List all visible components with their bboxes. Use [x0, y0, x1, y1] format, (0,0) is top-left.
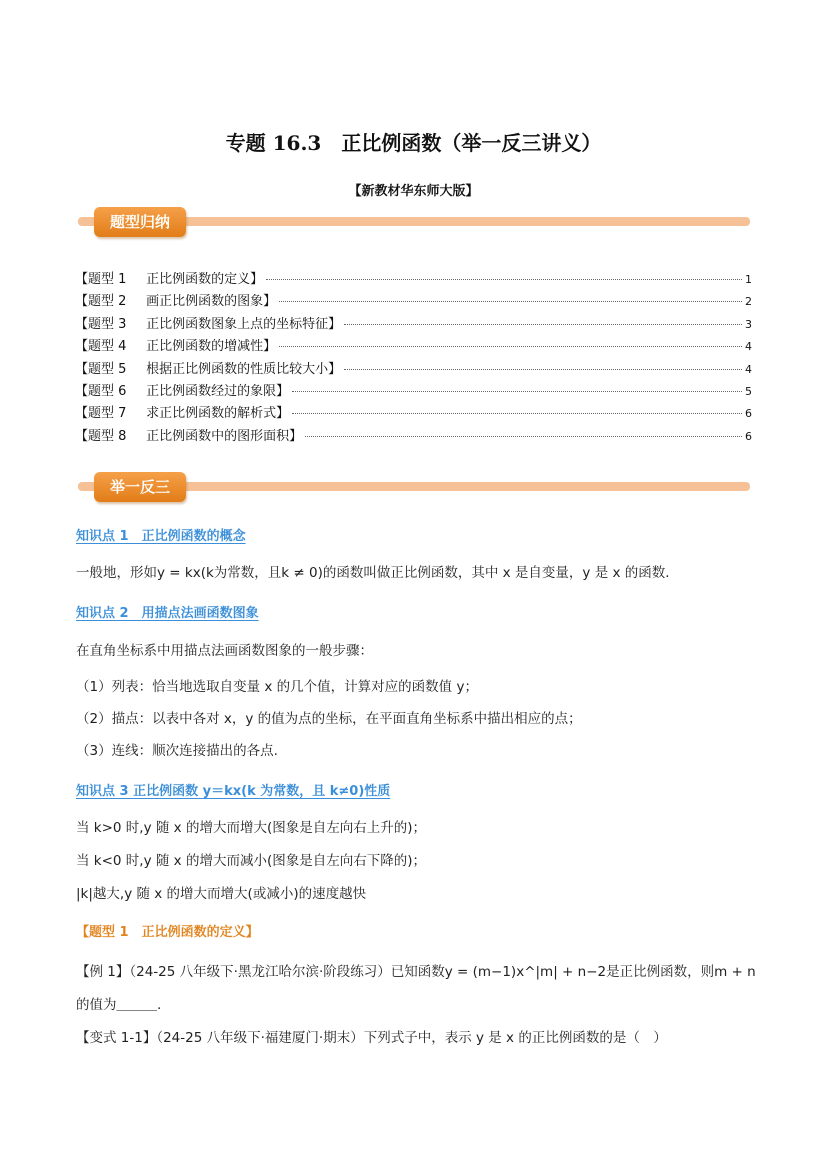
knowledge-point-3-line3: |k|越大,y 随 x 的增大而增大(或减小)的速度越快	[76, 886, 367, 902]
toc-leader-dots	[344, 369, 742, 370]
toc-item-label: 【题型 6 正比例函数经过的象限】	[75, 383, 290, 399]
toc-item-label: 【题型 1 正比例函数的定义】	[75, 272, 264, 287]
toc-leader-dots	[305, 436, 742, 437]
edition-label: 【新教材华东师大版】	[348, 184, 479, 199]
main-banner-tab: 举一反三	[94, 472, 186, 502]
page-title: 专题 16.3 正比例函数（举一反三讲义）	[225, 131, 602, 155]
knowledge-point-1-title: 知识点 1 正比例函数的概念	[76, 529, 246, 544]
toc-page-number: 4	[745, 340, 752, 354]
toc-item-label: 【题型 7 求正比例函数的解析式】	[75, 406, 290, 422]
toc-item[interactable]	[75, 402, 752, 424]
toc-page-number: 6	[745, 429, 752, 443]
toc-item-label: 【题型 5 根据正比例函数的性质比较大小】	[75, 361, 342, 377]
toc-item-label: 【题型 3 正比例函数图象上点的坐标特征】	[75, 316, 342, 332]
knowledge-point-2-intro: 在直角坐标系中用描点法画函数图象的一般步骤：	[76, 643, 373, 659]
toc-banner	[78, 207, 750, 237]
toc-leader-dots	[292, 391, 742, 392]
table-of-contents	[75, 268, 752, 447]
toc-item[interactable]	[75, 358, 752, 380]
toc-item[interactable]	[75, 290, 752, 312]
knowledge-point-3-title: 知识点 3 正比例函数 y＝kx(k 为常数，且 k≠0)性质	[76, 784, 391, 799]
toc-page-number: 4	[745, 362, 752, 376]
toc-leader-dots	[266, 279, 742, 280]
toc-banner-tab: 题型归纳	[94, 207, 186, 237]
toc-leader-dots	[344, 324, 742, 325]
toc-page-number: 3	[745, 317, 752, 331]
knowledge-point-2-step1: （1）列表：恰当地选取自变量 x 的几个值，计算对应的函数值 y；	[76, 679, 478, 695]
toc-item-label: 【题型 8 正比例函数中的图形面积】	[75, 428, 303, 444]
toc-item[interactable]	[75, 335, 752, 357]
toc-page-number: 5	[745, 384, 752, 398]
example-1-line2: 的值为＿＿＿.	[76, 997, 162, 1013]
toc-leader-dots	[279, 346, 742, 347]
toc-item[interactable]	[75, 313, 752, 335]
toc-item[interactable]	[75, 268, 752, 290]
toc-leader-dots	[292, 413, 742, 414]
toc-leader-dots	[279, 301, 742, 302]
toc-page-number: 2	[745, 295, 752, 309]
knowledge-point-3-line1: 当 k>0 时,y 随 x 的增大而增大(图象是自左向右上升的)；	[76, 820, 426, 836]
toc-item[interactable]	[75, 380, 752, 402]
variant-1-1: 【变式 1-1】（24-25 八年级下·福建厦门·期末）下列式子中，表示 y 是 x 的正比例函数的是（ ）	[76, 1030, 667, 1046]
example-1-line1: 【例 1】（24-25 八年级下·黑龙江哈尔滨·阶段练习）已知函数y = (m−1)x^|m| + n−2是正比例函数，则m + n	[76, 964, 756, 980]
knowledge-point-3-line2: 当 k<0 时,y 随 x 的增大而减小(图象是自左向右下降的)；	[76, 853, 426, 869]
toc-item-label: 【题型 2 画正比例函数的图象】	[75, 294, 277, 310]
knowledge-point-2-title: 知识点 2 用描点法画函数图象	[76, 606, 259, 621]
main-banner	[78, 472, 750, 502]
toc-item[interactable]	[75, 425, 752, 447]
toc-page-number: 6	[745, 407, 752, 421]
knowledge-point-1-body: 一般地，形如y = kx(k为常数，且k ≠ 0)的函数叫做正比例函数，其中 x 是自变量，y 是 x 的函数.	[76, 565, 670, 581]
knowledge-point-2-step3: （3）连线：顺次连接描出的各点.	[76, 743, 278, 759]
toc-item-label: 【题型 4 正比例函数的增减性】	[75, 339, 277, 355]
toc-page-number: 1	[745, 273, 752, 286]
knowledge-point-2-step2: （2）描点：以表中各对 x，y 的值为点的坐标，在平面直角坐标系中描出相应的点；	[76, 711, 582, 727]
section-1-title: 【题型 1 正比例函数的定义】	[76, 925, 259, 940]
